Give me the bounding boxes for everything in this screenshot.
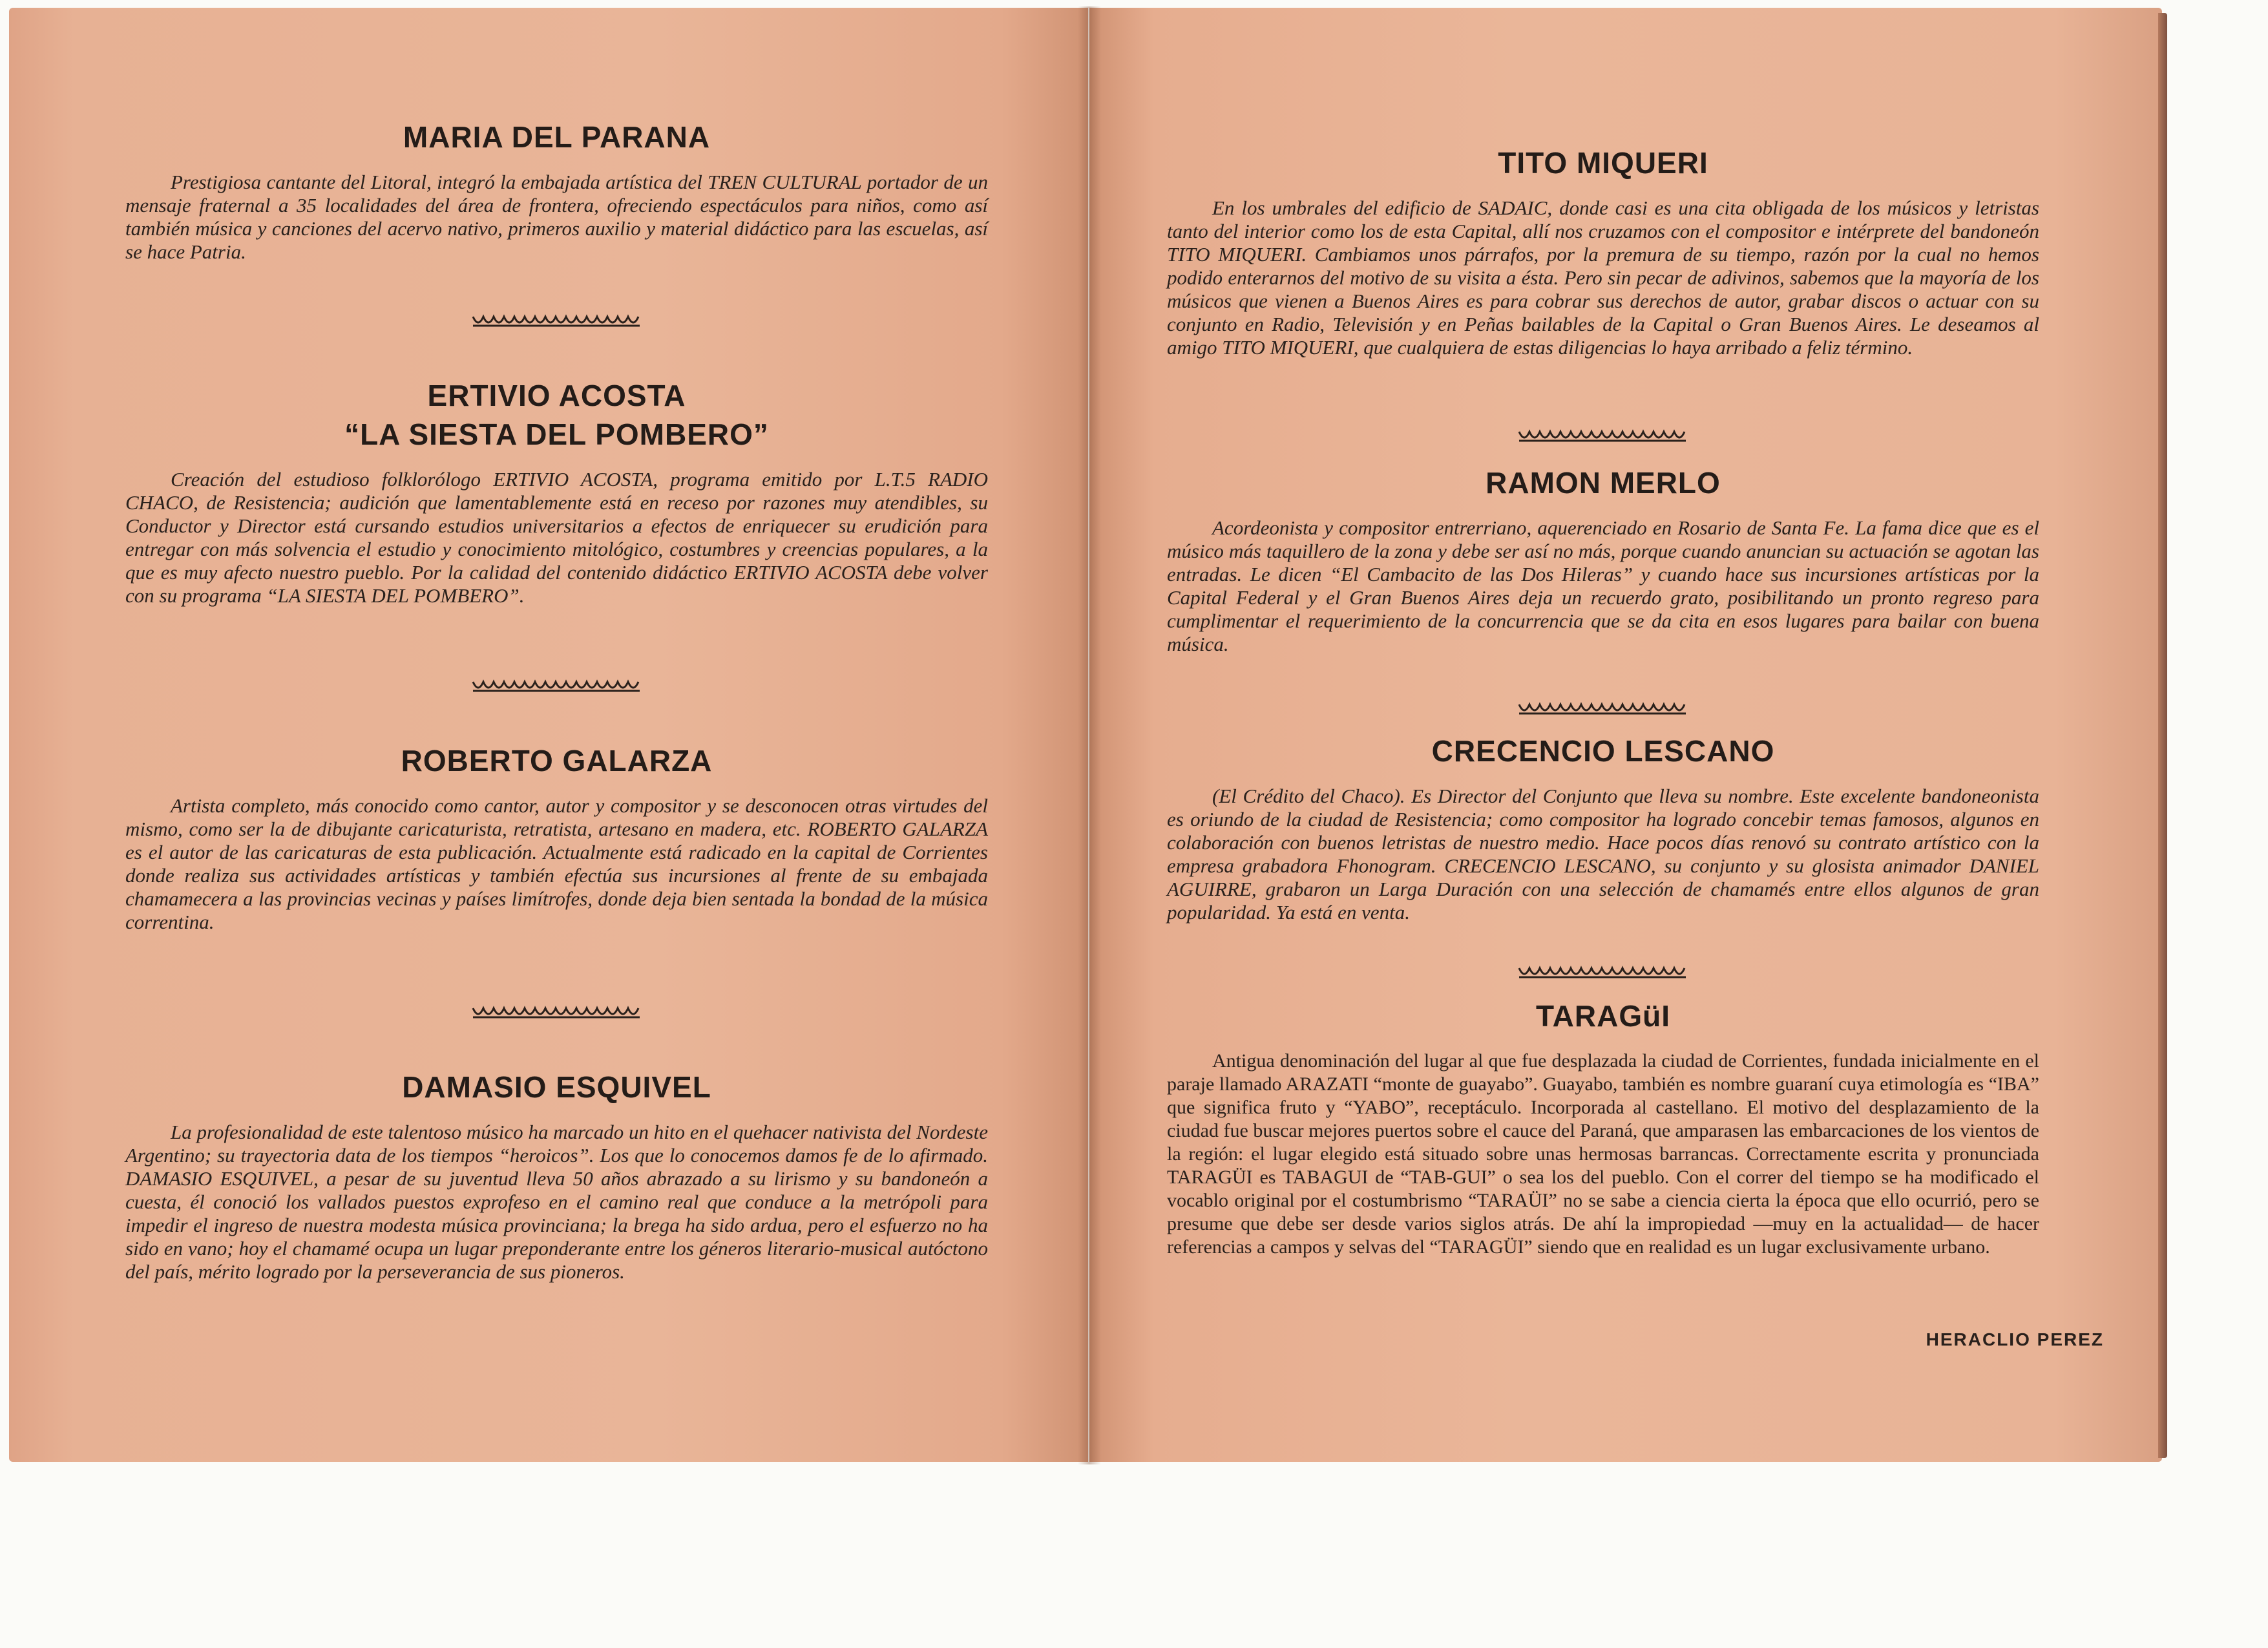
right-column bbox=[1167, 8, 2039, 1462]
author-signature: HERACLIO PEREZ bbox=[1926, 1329, 2104, 1349]
article-title: TITO MIQUERI bbox=[1498, 146, 1708, 180]
article-text: La profesionalidad de este talentoso músico ha marcado un hito en el quehacer nativista del Nordeste Argentino; su trayectoria data de los tiempos “heroicos”. Los que lo conocemos damos fe de lo afirmado. DAMASIO ESQUIVEL, a pesar de su juventud lleva 50 años abrazado a su lirismo y su bandoneón a cuesta, él conoció los vallados puestos exprofeso en el camino real que conduce a la metrópoli para impedir el ingreso de nuestra modesta música provinciana; la brega ha sido ardua, pero el esfuerzo no ha sido en vano; hoy el chamamé ocupa un lugar preponderante entre los géneros literario-musical autóctono del país, mérito logrado por la perseverancia de sus pioneros. bbox=[125, 1121, 988, 1283]
article-title: DAMASIO ESQUIVEL bbox=[402, 1070, 711, 1104]
article-text: Prestigiosa cantante del Litoral, integró la embajada artística del TREN CULTURAL portador de un mensaje fraternal a 35 localidades del área de frontera, ofreciendo espectáculos para niños, como así también música y canciones del acervo nativo, primeros auxilio y material didáctico para las escuelas, así se hace Patria. bbox=[125, 171, 988, 263]
article-roberto-galarza bbox=[125, 741, 988, 934]
book-gutter bbox=[1078, 6, 1101, 1464]
article-ramon-merlo bbox=[1167, 463, 2039, 656]
article-title: ERTIVIO ACOSTA bbox=[427, 379, 686, 412]
page-edge bbox=[2158, 13, 2167, 1458]
left-page bbox=[9, 8, 1088, 1462]
article-taragui bbox=[1167, 997, 2039, 1259]
ornament-divider bbox=[1516, 699, 1690, 716]
article-damasio-esquivel bbox=[125, 1068, 988, 1284]
ornament-divider bbox=[1516, 963, 1690, 980]
ornament-divider bbox=[1516, 427, 1690, 443]
article-title: ROBERTO GALARZA bbox=[401, 744, 713, 777]
article-title: RAMON MERLO bbox=[1486, 466, 1721, 500]
article-text: Antigua denominación del lugar al que fue desplazada la ciudad de Corrientes, fundada inicialmente en el paraje llamado ARAZATI “monte de guayabo”. Guayabo, también es nombre guaraní cuya etimología es “IBA” que significa fruto y “YABO”, receptáculo. Incorporada al castellano. El motivo del desplazamiento de la ciudad fue buscar mejores puertos sobre el cauce del Paraná, que amparasen las embarcaciones de los vientos de la región: el lugar elegido está situado sobre unas hermosas barrancas. Correctamente escrita y pronunciada TARAGÜI es TABAGUI de “TAB-GUI” o sea los del pueblo. Con el correr del tiempo se ha modificado el vocablo original por el costumbrismo “TARAÜI” no se sabe a ciencia cierta la época que ello ocurrió, pero se presume que debe ser desde varios siglos atrás. De ahí la impropiedad —muy en la actualidad— de hacer referencias a campos y selvas del “TARAGÜI” siendo que en realidad es un lugar exclusivamente urbano. bbox=[1167, 1050, 2039, 1258]
article-maria-del-parana bbox=[125, 118, 988, 264]
ornament-divider bbox=[470, 312, 644, 328]
article-text: Creación del estudioso folklorólogo ERTIVIO ACOSTA, programa emitido por L.T.5 RADIO CHACO, de Resistencia; audición que lamentablemente está en receso por razones muy atendibles, su Conductor y Director está cursando estudios universitarios a efectos de enriquecer su erudición para entregar con más solvencia el estudio y conocimiento mitológico, costumbres y creencias populares, a la que es muy afecto nuestro pueblo. Por la calidad del contenido didáctico ERTIVIO ACOSTA debe volver con su programa “LA SIESTA DEL POMBERO”. bbox=[125, 468, 988, 607]
article-text: En los umbrales del edificio de SADAIC, donde casi es una cita obligada de los músicos y letristas tanto del interior como los de esta Capital, allí nos cruzamos con el compositor e intérprete del bandoneón TITO MIQUERI. Cambiamos unos párrafos, por la premura de su tiempo, razón por la cual no hemos podido enterarnos del motivo de su visita a ésta. Pero sin pecar de adivinos, sabemos que la mayoría de los músicos que vienen a Buenos Aires es para cobrar sus derechos de autor, grabar discos o actuar con su conjunto en Radio, Televisión y en Peñas bailables de la Capital o Gran Buenos Aires. Le deseamos al amigo TITO MIQUERI, que cualquiera de estas diligencias lo haya arribado a feliz término. bbox=[1167, 196, 2039, 359]
ornament-divider bbox=[470, 677, 644, 693]
right-page bbox=[1089, 8, 2162, 1462]
article-title: CRECENCIO LESCANO bbox=[1431, 734, 1775, 768]
article-text: Artista completo, más conocido como cantor, autor y compositor y se desconocen otras virtudes del mismo, como ser la de dibujante caricaturista, retratista, artesano en madera, etc. ROBERTO GALARZA es el autor de las caricaturas de esta publicación. Actualmente está radicado en la capital de Corrientes donde realiza sus actividades artísticas y también efectúa sus incursiones al frente de su embajada chamamecera a las provincias vecinas y países limítrofes, donde deja bien sentada la bondad de la música correntina. bbox=[125, 794, 988, 933]
article-ertivio-acosta bbox=[125, 376, 988, 607]
left-column bbox=[125, 8, 988, 1462]
ornament-divider bbox=[470, 1003, 644, 1020]
article-title: TARAGüI bbox=[1535, 999, 1670, 1033]
article-text: Acordeonista y compositor entrerriano, aquerenciado en Rosario de Santa Fe. La fama dice que es el músico más taquillero de la zona y debe ser así no más, porque cuando anuncian su actuación se agotan las entradas. Le dicen “El Cambacito de las Dos Hileras” y cuando hace sus incursiones artísticas por la Capital Federal y el Gran Buenos Aires deja un recuerdo grato, posibilitando un pronto regreso para cumplimentar el requerimiento de la concurrencia que se da cita en esos lugares para bailar con buena música. bbox=[1167, 516, 2039, 655]
article-text: (El Crédito del Chaco). Es Director del Conjunto que lleva su nombre. Este excelente bandoneonista es oriundo de la ciudad de Resistencia; como compositor ha logrado concebir temas famosos, algunos en colaboración con buenos letristas de nuestro medio. Hace pocos días renovó su contrato artístico con la empresa grabadora Fhonogram. CRECENCIO LESCANO, su conjunto y su glosista animador DANIEL AGUIRRE, grabaron un Larga Duración con una selección de chamamés entre ellos algunos de gran popularidad. Ya está en venta. bbox=[1167, 785, 2039, 924]
article-title: MARIA DEL PARANA bbox=[403, 120, 711, 154]
article-tito-miqueri bbox=[1167, 143, 2039, 359]
article-crecencio-lescano bbox=[1167, 732, 2039, 924]
article-subtitle: “LA SIESTA DEL POMBERO” bbox=[344, 417, 769, 451]
